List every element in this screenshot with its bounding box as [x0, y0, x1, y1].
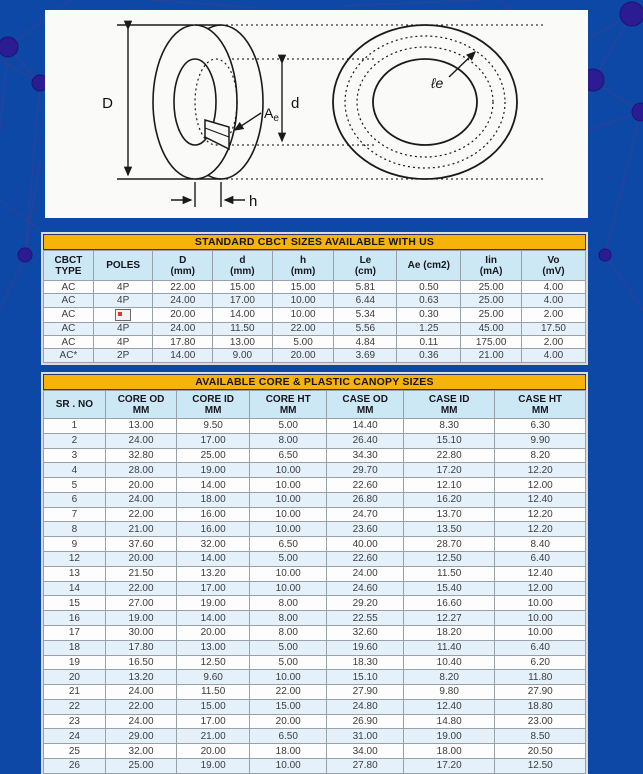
table-cell: 6.44: [334, 294, 397, 307]
table-cell: 22.00: [272, 322, 334, 335]
table-cell: 10.00: [249, 492, 327, 507]
table-cell: 26.80: [327, 492, 403, 507]
table-cell: 29.20: [327, 596, 403, 611]
table-cell: 1: [44, 419, 106, 434]
table-cell: 12.50: [177, 655, 250, 670]
table-cell: 0.11: [397, 336, 461, 349]
table-cell: AC: [44, 307, 94, 322]
table-cell: 17.20: [403, 463, 495, 478]
column-header: Iin (mA): [461, 251, 522, 281]
table-cell: 9.50: [177, 419, 250, 434]
table-cell: 9: [44, 537, 106, 552]
table-cell: 13.00: [213, 336, 273, 349]
table-row: [44, 463, 586, 478]
table-cell: 10.00: [249, 670, 327, 685]
table-cell: 6.40: [495, 552, 586, 567]
column-header: CASE HT MM: [495, 391, 586, 419]
table-cell: 21.50: [105, 566, 177, 581]
table-cell: 15.00: [213, 281, 273, 294]
column-header: CASE ID MM: [403, 391, 495, 419]
column-header: CORE ID MM: [177, 391, 250, 419]
table-cell: 5.00: [272, 336, 334, 349]
table-cell: 12.40: [495, 566, 586, 581]
table-row: [44, 566, 586, 581]
table-cell: 5.81: [334, 281, 397, 294]
table-row: [44, 685, 586, 700]
table-cell: 25: [44, 744, 106, 759]
table-cell: 8.00: [249, 596, 327, 611]
column-header: Ae (cm2): [397, 251, 461, 281]
table-cell: 4.84: [334, 336, 397, 349]
table-cell: 6.30: [495, 419, 586, 434]
table-row: [44, 655, 586, 670]
table-cell: 22.60: [327, 552, 403, 567]
table-cell: 17.50: [521, 322, 585, 335]
table-cell: 6.40: [495, 640, 586, 655]
table-cell: 22.00: [105, 507, 177, 522]
table-row: [44, 336, 586, 349]
table-cell: 24.00: [105, 433, 177, 448]
table-cell: 18.00: [177, 492, 250, 507]
core-canopy-sizes-table: [41, 372, 588, 774]
table-row: [44, 640, 586, 655]
column-header: Vo (mV): [521, 251, 585, 281]
table-cell: 23.60: [327, 522, 403, 537]
table-cell: AC: [44, 322, 94, 335]
table-cell: 22.00: [105, 581, 177, 596]
table-cell: 8.40: [495, 537, 586, 552]
table-cell: 17.80: [153, 336, 213, 349]
table-cell: 6.50: [249, 537, 327, 552]
table-cell: 13.70: [403, 507, 495, 522]
table-cell: 24: [44, 729, 106, 744]
table-cell: 8: [44, 522, 106, 537]
table-cell: 16: [44, 611, 106, 626]
table-cell: 8.30: [403, 419, 495, 434]
table-cell: 5: [44, 478, 106, 493]
table-cell: 1.25: [397, 322, 461, 335]
column-header: D (mm): [153, 251, 213, 281]
table-row: [44, 581, 586, 596]
table-cell: 18.30: [327, 655, 403, 670]
table-cell: 175.00: [461, 336, 522, 349]
projection-guides: [217, 25, 545, 179]
table-cell: 16.60: [403, 596, 495, 611]
table-cell: 5.00: [249, 640, 327, 655]
table-cell: 18.80: [495, 699, 586, 714]
table-cell: 15.00: [272, 281, 334, 294]
table-row: [44, 758, 586, 773]
table-cell: 24.00: [105, 714, 177, 729]
table-cell: 10.00: [249, 566, 327, 581]
column-header: CORE HT MM: [249, 391, 327, 419]
table-cell: 15.10: [403, 433, 495, 448]
table-row: [44, 448, 586, 463]
table-cell: 16.00: [177, 522, 250, 537]
table-cell: 9.90: [495, 433, 586, 448]
dim-label-le: ℓe: [431, 75, 444, 91]
table-cell: 10.00: [495, 611, 586, 626]
table-cell: 15.10: [327, 670, 403, 685]
table-cell: 16.00: [177, 507, 250, 522]
table-cell: 24.00: [105, 685, 177, 700]
table-cell: 20.00: [153, 307, 213, 322]
table-cell: 9.00: [213, 349, 273, 363]
table-cell: 11.40: [403, 640, 495, 655]
table-cell: 15.00: [177, 699, 250, 714]
table-cell: 19.00: [177, 596, 250, 611]
table-row: [44, 478, 586, 493]
table-cell: 3.69: [334, 349, 397, 363]
table-cell: 12.10: [403, 478, 495, 493]
table-cell: 14.00: [177, 478, 250, 493]
dimension-le: [430, 52, 475, 91]
table-cell: 17.00: [213, 294, 273, 307]
table-row: [44, 744, 586, 759]
table-cell: 15.40: [403, 581, 495, 596]
table-cell: 24.00: [153, 322, 213, 335]
table-cell: 4P: [93, 294, 153, 307]
column-header: SR . NO: [44, 391, 106, 419]
dimension-h: [171, 182, 257, 210]
table-cell: 24.00: [105, 492, 177, 507]
table-cell: 13.50: [403, 522, 495, 537]
table-cell: 20: [44, 670, 106, 685]
table-cell: 6.50: [249, 448, 327, 463]
table-cell: 10.00: [249, 522, 327, 537]
table-cell: 27.90: [327, 685, 403, 700]
table-cell: 24.00: [153, 294, 213, 307]
table-row: [44, 552, 586, 567]
table-cell: 10.00: [249, 507, 327, 522]
table-cell: 10.00: [249, 478, 327, 493]
table-cell: 25.00: [461, 281, 522, 294]
table-cell: 2: [44, 433, 106, 448]
table-cell: 29.00: [105, 729, 177, 744]
header-row: [44, 251, 586, 281]
table-cell: 0.36: [397, 349, 461, 363]
table-cell: 15: [44, 596, 106, 611]
table-cell: 30.00: [105, 625, 177, 640]
table-cell: 0.30: [397, 307, 461, 322]
table-cell: 32.00: [177, 537, 250, 552]
table-cell: 16.20: [403, 492, 495, 507]
table-row: [44, 537, 586, 552]
table-cell: 14.00: [153, 349, 213, 363]
table-row: [44, 522, 586, 537]
table-cell: 12.50: [403, 552, 495, 567]
column-header: d (mm): [213, 251, 273, 281]
table-cell: 28.70: [403, 537, 495, 552]
table-cell: 14.00: [213, 307, 273, 322]
table-cell: 22.55: [327, 611, 403, 626]
table-cell: 27.90: [495, 685, 586, 700]
table-cell: 12.00: [495, 478, 586, 493]
table-cell: 32.60: [327, 625, 403, 640]
header-row: [44, 391, 586, 419]
column-header: CBCT TYPE: [44, 251, 94, 281]
table-cell: 20.00: [272, 349, 334, 363]
table-cell: 21.00: [177, 729, 250, 744]
table-cell: 22.80: [403, 448, 495, 463]
table-cell: 19.00: [105, 611, 177, 626]
table-cell: 8.00: [249, 625, 327, 640]
table-cell: AC: [44, 294, 94, 307]
column-header: Le (cm): [334, 251, 397, 281]
table-cell: 19.00: [403, 729, 495, 744]
table-cell: 21: [44, 685, 106, 700]
table-cell: 24.70: [327, 507, 403, 522]
standard-cbct-sizes-table: [41, 232, 588, 365]
table-row: [44, 596, 586, 611]
table-cell: 27.80: [327, 758, 403, 773]
table-cell: 5.00: [249, 419, 327, 434]
table-cell: 10.00: [249, 581, 327, 596]
table-cell: 26.40: [327, 433, 403, 448]
table-cell: 2P: [93, 349, 153, 363]
table-cell: 0.63: [397, 294, 461, 307]
table-cell: 8.20: [495, 448, 586, 463]
table-cell: 22: [44, 699, 106, 714]
table-cell: 20.00: [177, 625, 250, 640]
table-cell: 32.80: [105, 448, 177, 463]
table-title: STANDARD CBCT SIZES AVAILABLE WITH US: [43, 234, 586, 250]
table-cell: 24.80: [327, 699, 403, 714]
column-header: CASE OD MM: [327, 391, 403, 419]
table-cell: 10.00: [272, 294, 334, 307]
table-cell: 17.00: [177, 714, 250, 729]
toroid-diagram: [45, 10, 588, 218]
table-cell: 10.00: [495, 596, 586, 611]
table-row: [44, 670, 586, 685]
dimension-d: [282, 63, 299, 141]
torus-front-view: [333, 25, 517, 179]
table-cell: 4.00: [521, 349, 585, 363]
table-cell: 13.20: [105, 670, 177, 685]
table-cell: 23.00: [495, 714, 586, 729]
table-cell: 12: [44, 552, 106, 567]
table-cell: 12.20: [495, 522, 586, 537]
table-cell: 18.20: [403, 625, 495, 640]
table-cell: 40.00: [327, 537, 403, 552]
table-cell: 26: [44, 758, 106, 773]
table-row: [44, 349, 586, 363]
table-cell: 4P: [93, 336, 153, 349]
table-cell: 14: [44, 581, 106, 596]
table-cell: 17.00: [177, 581, 250, 596]
table-cell: 10.00: [272, 307, 334, 322]
table-cell: 20.00: [249, 714, 327, 729]
table-cell: 6: [44, 492, 106, 507]
table-cell: 9.80: [403, 685, 495, 700]
table-row: [44, 307, 586, 322]
column-header: POLES: [93, 251, 153, 281]
table-cell: 26.90: [327, 714, 403, 729]
table-cell: 7: [44, 507, 106, 522]
table-cell: 3: [44, 448, 106, 463]
table-cell: 8.50: [495, 729, 586, 744]
table-cell: 20.00: [177, 744, 250, 759]
table-cell: 22.00: [249, 685, 327, 700]
table-cell: 13: [44, 566, 106, 581]
table-cell: 25.00: [461, 294, 522, 307]
table-row: [44, 507, 586, 522]
table-cell: 24.00: [327, 566, 403, 581]
table-cell: 16.50: [105, 655, 177, 670]
table-cell: 22.00: [153, 281, 213, 294]
table-cell: 4.00: [521, 281, 585, 294]
table-row: [44, 322, 586, 335]
dim-label-D: D: [102, 95, 113, 112]
table-cell: 9.60: [177, 670, 250, 685]
table-cell: 23: [44, 714, 106, 729]
table-cell: 19.00: [177, 758, 250, 773]
table-cell: 12.40: [495, 492, 586, 507]
table-cell: 8.00: [249, 611, 327, 626]
table-row: [44, 611, 586, 626]
table-cell: 5.00: [249, 552, 327, 567]
column-header: CORE OD MM: [105, 391, 177, 419]
table-cell: 31.00: [327, 729, 403, 744]
broken-image-icon: [115, 309, 131, 321]
table-row: [44, 699, 586, 714]
table-cell: 5.56: [334, 322, 397, 335]
table-cell: 34.00: [327, 744, 403, 759]
table-cell: 11.50: [403, 566, 495, 581]
table-cell: AC: [44, 281, 94, 294]
table-cell: 12.50: [495, 758, 586, 773]
table-cell: 17.80: [105, 640, 177, 655]
table-cell: 13.20: [177, 566, 250, 581]
table-cell: 24.60: [327, 581, 403, 596]
dimension-Ae: [235, 105, 279, 130]
table-cell: 13.00: [177, 640, 250, 655]
table-cell: 12.20: [495, 507, 586, 522]
table-cell: 25.00: [461, 307, 522, 322]
table-cell: 14.00: [177, 552, 250, 567]
dim-label-d: d: [291, 95, 300, 112]
table-cell: 19.00: [177, 463, 250, 478]
table-cell: 20.00: [105, 478, 177, 493]
table-cell: 5.34: [334, 307, 397, 322]
table-row: [44, 492, 586, 507]
table-cell: 25.00: [105, 758, 177, 773]
table-cell: 19.60: [327, 640, 403, 655]
table-cell: 12.20: [495, 463, 586, 478]
table-cell: 12.27: [403, 611, 495, 626]
table-row: [44, 729, 586, 744]
table-cell: 37.60: [105, 537, 177, 552]
table-cell: 11.50: [213, 322, 273, 335]
table-cell: 10.00: [249, 758, 327, 773]
table-cell: 14.80: [403, 714, 495, 729]
table-cell: AC*: [44, 349, 94, 363]
table-cell: 17: [44, 625, 106, 640]
table-cell: 17.20: [403, 758, 495, 773]
table-cell: 10.00: [495, 625, 586, 640]
table-cell: 20.50: [495, 744, 586, 759]
table-row: [44, 433, 586, 448]
table-cell: [93, 307, 153, 322]
table-cell: 34.30: [327, 448, 403, 463]
dim-label-h: h: [249, 193, 258, 210]
table-cell: AC: [44, 336, 94, 349]
table-cell: 6.50: [249, 729, 327, 744]
torus-side-view: [153, 25, 263, 179]
table-cell: 4P: [93, 322, 153, 335]
table-row: [44, 714, 586, 729]
table-cell: 18.00: [249, 744, 327, 759]
table-cell: 2.00: [521, 307, 585, 322]
diagram-panel: [45, 10, 588, 218]
table-cell: 17.00: [177, 433, 250, 448]
table-cell: 22.00: [105, 699, 177, 714]
table-cell: 20.00: [105, 552, 177, 567]
table-cell: 12.40: [403, 699, 495, 714]
table-cell: 5.00: [249, 655, 327, 670]
table-cell: 22.60: [327, 478, 403, 493]
table-cell: 4P: [93, 281, 153, 294]
table-row: [44, 419, 586, 434]
table-cell: 29.70: [327, 463, 403, 478]
table-cell: 2.00: [521, 336, 585, 349]
table-cell: 0.50: [397, 281, 461, 294]
table-cell: 19: [44, 655, 106, 670]
table-row: [44, 281, 586, 294]
table-cell: 21.00: [105, 522, 177, 537]
table-cell: 28.00: [105, 463, 177, 478]
table-cell: 18.00: [403, 744, 495, 759]
table-cell: 32.00: [105, 744, 177, 759]
table-cell: 21.00: [461, 349, 522, 363]
table-cell: 10.00: [249, 463, 327, 478]
table-cell: 4.00: [521, 294, 585, 307]
table-cell: 8.20: [403, 670, 495, 685]
table-cell: 10.40: [403, 655, 495, 670]
dim-label-Ae: $A_e$: [264, 105, 279, 124]
table-cell: 45.00: [461, 322, 522, 335]
table-cell: 6.20: [495, 655, 586, 670]
table-cell: 13.00: [105, 419, 177, 434]
table-cell: 11.80: [495, 670, 586, 685]
table-title: AVAILABLE CORE & PLASTIC CANOPY SIZES: [43, 374, 586, 390]
table-cell: 4: [44, 463, 106, 478]
table-cell: 18: [44, 640, 106, 655]
table-cell: 25.00: [177, 448, 250, 463]
table-cell: 15.00: [249, 699, 327, 714]
table-cell: 12.00: [495, 581, 586, 596]
column-header: h (mm): [272, 251, 334, 281]
table-cell: 11.50: [177, 685, 250, 700]
table-row: [44, 294, 586, 307]
table-cell: 8.00: [249, 433, 327, 448]
table-row: [44, 625, 586, 640]
table-cell: 27.00: [105, 596, 177, 611]
table-cell: 14.40: [327, 419, 403, 434]
table-cell: 14.00: [177, 611, 250, 626]
